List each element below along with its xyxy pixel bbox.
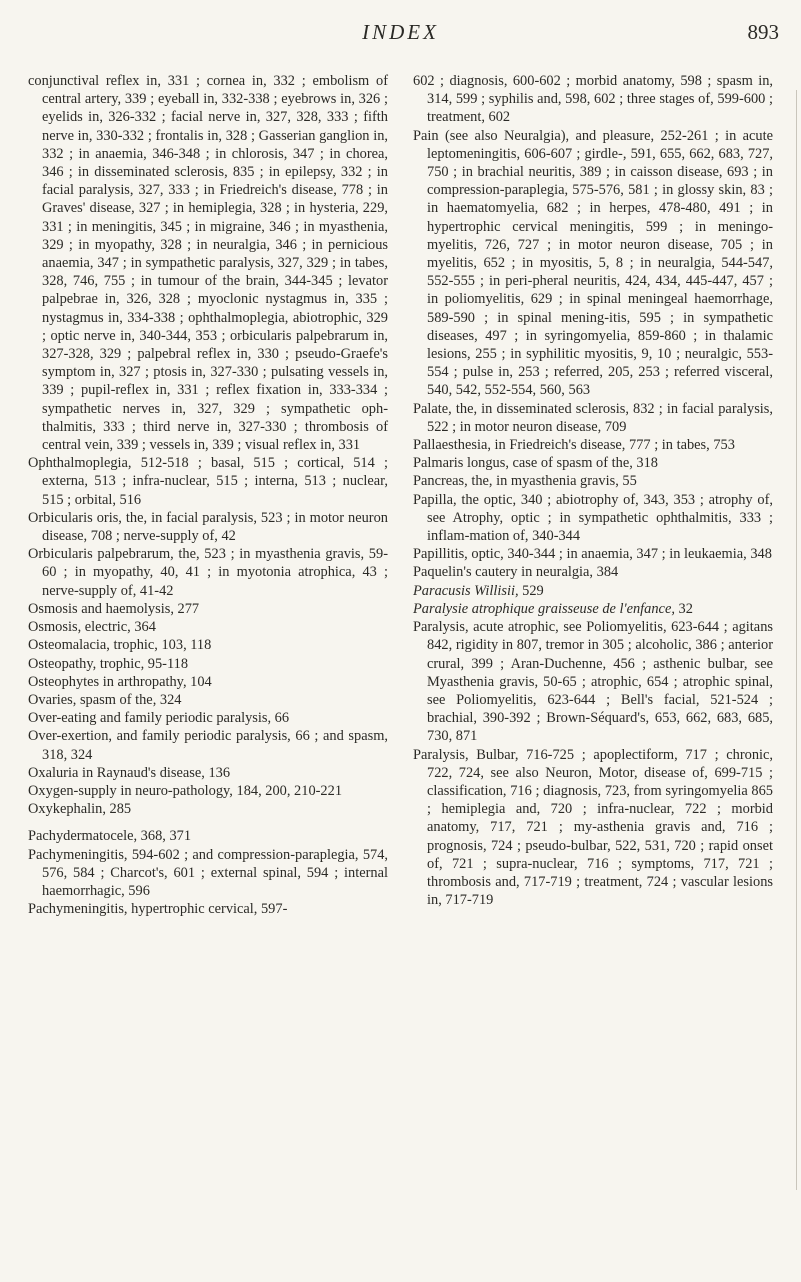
index-entry	[413, 618, 773, 745]
index-entry-references: spasm of the, 324	[76, 691, 182, 708]
index-entry-heading: Paralysis,	[413, 619, 469, 636]
index-entry-references: trophic, 103, 118	[109, 637, 212, 654]
index-entry-references: the, in disseminated sclerosis, 832 ; in facial paralysis, 522 ; in motor neuron disease, 709	[427, 400, 773, 435]
index-entry	[413, 491, 773, 546]
index-entry-references: the, in myasthenia gravis, 55	[467, 473, 637, 490]
running-head: INDEX	[362, 20, 439, 44]
index-entry-heading: Oxygen-supply	[28, 782, 117, 799]
index-entry-references: hypertrophic cervical, 597-	[127, 901, 288, 918]
page-number: 893	[747, 20, 779, 44]
index-entry-heading: Over-exertion,	[28, 728, 113, 745]
index-entry-heading: Paquelin's	[413, 564, 472, 581]
index-entry-heading: Pachydermatocele,	[28, 828, 138, 845]
index-entry-heading: Osteomalacia,	[28, 637, 110, 654]
index-entry-heading: Over-eating	[28, 710, 97, 727]
index-entry	[28, 827, 388, 845]
index-entry-heading: Paralysie atrophique graisseuse de l'enfance,	[413, 600, 675, 617]
margin-rule	[796, 90, 797, 1190]
index-entry-heading: Pachymeningitis,	[28, 846, 128, 863]
index-entry	[28, 618, 388, 636]
index-entry	[28, 709, 388, 727]
index-entry-references: electric, 364	[81, 619, 156, 636]
index-entry	[413, 582, 773, 600]
index-entry	[28, 727, 388, 763]
index-entry-heading: Ovaries,	[28, 691, 77, 708]
index-entry	[28, 600, 388, 618]
index-entry-heading: Osteophytes	[28, 673, 100, 690]
index-entry	[413, 600, 773, 618]
index-entry-references: 602 ; diagnosis, 600-602 ; morbid anatomy, 598 ; spasm in, 314, 599 ; syphilis and, 598, 602 ; three stages of, 599-600 ; treatment, 602	[413, 73, 773, 126]
index-entry-heading: Osmosis,	[28, 619, 82, 636]
index-entry-references: in arthropathy, 104	[99, 673, 212, 690]
index-entry	[413, 545, 773, 563]
index-column-left	[28, 72, 388, 918]
index-entry	[28, 655, 388, 673]
index-entry-heading: Pancreas,	[413, 473, 468, 490]
index-entry-references: in Raynaud's disease, 136	[78, 764, 231, 781]
page-header	[0, 18, 801, 58]
index-entry-references: 529	[518, 582, 544, 599]
index-entry	[28, 545, 388, 600]
index-entry-heading: Oxaluria	[28, 764, 79, 781]
index-entry	[28, 900, 388, 918]
index-entry	[413, 746, 773, 910]
index-entry-heading: Osteopathy,	[28, 655, 97, 672]
index-entry	[413, 454, 773, 472]
index-entry-references: in neuro-pathology, 184, 200, 210-221	[116, 782, 343, 799]
index-entry	[28, 636, 388, 654]
index-entry-heading: Orbicularis oris,	[28, 509, 122, 526]
index-entry-references: optic, 340-344 ; in anaemia, 347 ; in leukaemia, 348	[467, 546, 772, 563]
index-entry-references: and haemolysis, 277	[77, 600, 200, 617]
index-entry-references: 594-602 ; and compression-paraplegia, 574, 576, 584 ; Charcot's, 601 ; external spinal, 594 ; internal haemorrhagic, 596	[42, 846, 388, 899]
index-entry-references: Bulbar, 716-725 ; apoplectiform, 717 ; chronic, 722, 724, see also Neuron, Motor, disease of, 699-715 ; classification, 716 ; diagnosis, 723, from syringomyelia 865 ; hemiplegia and, 720 ; infra-nuclear, 722 ; morbid anatomy, 717, 721 ; my-asthenia gravis and, 716 ; prognosis, 724 ; pseudo-bulbar, 522, 531, 720 ; rapid onset of, 721 ; supra-nuclear, 716 ; symptoms, 717, 721 ; thrombosis and, 717-719 ; treatment, 724 ; vascular lesions in, 717-719	[427, 746, 773, 909]
index-entry-heading: Osmosis	[28, 600, 78, 617]
index-entry-heading: Paracusis Willisii,	[413, 582, 519, 599]
index-entry-references: 32	[674, 600, 693, 617]
index-column-right	[413, 72, 773, 909]
index-entry	[28, 673, 388, 691]
index-entry-heading: Pallaesthesia,	[413, 437, 491, 454]
index-entry	[413, 127, 773, 400]
index-entry-references: acute atrophic, see Poliomyelitis, 623-644 ; agitans 842, rigidity in 807, tremor in 305 ; alcoholic, 386 ; anterior crural, 399 ; Aran-Duchenne, 456 ; asthenic bulbar, see Myasthenia gravis, 50-65 ; atrophic, 654 ; atrophic spinal, see Poliomyelitis, 623-644 ; Bell's facial, 521-524 ; brachial, 390-392 ; Brown-Séquard's, 653, 662, 683, 685, 730, 871	[427, 619, 773, 745]
index-entry-references: the, 523 ; in myasthenia gravis, 59-60 ; in myopathy, 40, 41 ; in myotonia atrophica, 43 ; nerve-supply of, 41-42	[42, 546, 388, 599]
index-entry-heading: Orbicularis palpebrarum,	[28, 546, 174, 563]
index-entry-references: 512-518 ; basal, 515 ; cortical, 514 ; externa, 513 ; infra-nuclear, 515 ; interna, 513 ; nuclear, 515 ; orbital, 516	[42, 455, 388, 508]
index-entry	[28, 846, 388, 901]
index-entry-references: 368, 371	[137, 828, 192, 845]
index-entry-heading: Pachymeningitis,	[28, 901, 128, 918]
index-entry-heading: Palate,	[413, 400, 452, 417]
index-entry	[413, 472, 773, 490]
index-entry	[28, 72, 388, 454]
index-entry	[28, 509, 388, 545]
index-entry-heading: Paralysis,	[413, 746, 469, 763]
index-entry-references: the optic, 340 ; abiotrophy of, 343, 353 ; atrophy of, see Atrophy, optic ; in sympathetic ophthalmitis, 333 ; inflam-mation of, 340-344	[427, 491, 773, 545]
index-entry-references: and family periodic paralysis, 66 ; and spasm, 318, 324	[42, 728, 388, 763]
index-entry	[413, 72, 773, 127]
index-entry	[28, 454, 388, 509]
index-entry	[413, 563, 773, 581]
index-entry-references: cautery in neuralgia, 384	[471, 564, 619, 581]
index-entry	[413, 400, 773, 436]
index-entry-references: in Friedreich's disease, 777 ; in tabes, 753	[490, 437, 735, 454]
index-entry-references: 285	[105, 801, 132, 818]
index-entry	[413, 436, 773, 454]
index-entry-references: trophic, 95-118	[96, 655, 189, 672]
index-entry-references: conjunctival reflex in, 331 ; cornea in, 332 ; embolism of central artery, 339 ; eyeball in, 332-338 ; eyebrows in, 326 ; eyelids in, 326-332 ; facial nerve in, 327, 328, 333 ; fifth nerve in, 330-332 ; frontalis in, 328 ; Gasserian ganglion in, 332 ; in anaemia, 346-348 ; in chlorosis, 347 ; in chorea, 346 ; in disseminated sclerosis, 835 ; in epilepsy, 332 ; in facial paralysis, 327, 333 ; in Friedreich's disease, 778 ; in Graves' disease, 327 ; in hemiplegia, 328 ; in hysteria, 229, 331 ; in meningitis, 345 ; in migraine, 346 ; in myasthenia, 329 ; in myopathy, 328 ; in neuralgia, 346 ; in pernicious anaemia, 347 ; in sympathetic paralysis, 327, 329 ; in tabes, 328, 746, 755 ; in tumour of the brain, 344-345 ; levator palpebrae in, 326, 328 ; myoclonic nystagmus in, 335 ; nystagmus in, 334-338 ; ophthalmoplegia, abiotrophic, 329 ; optic nerve in, 340-344, 353 ; orbicularis palpebrarum in, 327-328, 329 ; palpebral reflex in, 330 ; pseudo-Graefe's symptom in, 327 ; ptosis in, 327-330 ; pulsating vessels in, 339 ; pupil-reflex in, 331 ; reflex fixation in, 333-334 ; sympathetic nerves in, 327, 329 ; sympathetic oph-thalmitis, 333 ; third nerve in, 327-330 ; thrombosis of central vein, 339 ; vessels in, 339 ; visual reflex in, 331	[28, 73, 388, 454]
index-entry-heading: Pain	[413, 127, 439, 144]
index-entry-references: (see also Neuralgia), and pleasure, 252-261 ; in acute leptomeningitis, 606-607 ; girdle-, 591, 655, 662, 683, 727, 750 ; in brachial neuritis, 389 ; in caisson disease, 693 ; in compression-paraplegia, 575-576, 581 ; in glossy skin, 83 ; in haematomyelia, 682 ; in herpes, 478-480, 491 ; in hypertrophic cervical meningitis, 599 ; in meningo-myelitis, 726, 727 ; in motor neuron disease, 705 ; in myelitis, 652 ; in myositis, 5, 8 ; in neuralgia, 544-547, 552-555 ; in peri-pheral neuritis, 424, 434, 445-447, 457 ; in poliomyelitis, 629 ; in spinal meningeal haemorrhage, 589-590 ; in spinal mening-itis, 595 ; in sympathetic diseases, 497 ; in syringomyelia, 859-860 ; in thalamic lesions, 255 ; in syphilitic myositis, 9, 10 ; neuralgic, 553-554 ; pulse in, 253 ; referred, 205, 253 ; referred visceral, 540, 542, 552-554, 560, 563	[427, 127, 773, 399]
index-entry-references: and family periodic paralysis, 66	[96, 710, 290, 727]
index-entry-heading: Ophthalmoplegia,	[28, 455, 132, 472]
index-entry	[28, 782, 388, 800]
index-entry-references: case of spasm of the, 318	[508, 455, 659, 472]
index-entry-heading: Papilla,	[413, 491, 457, 508]
index-entry-heading: Palmaris longus,	[413, 455, 509, 472]
index-entry-heading: Papillitis,	[413, 546, 468, 563]
index-entry-references: the, in facial paralysis, 523 ; in motor neuron disease, 708 ; nerve-supply of, 42	[42, 509, 388, 545]
index-entry-heading: Oxykephalin,	[28, 801, 106, 818]
index-entry	[28, 800, 388, 818]
index-entry	[28, 764, 388, 782]
index-entry	[28, 691, 388, 709]
